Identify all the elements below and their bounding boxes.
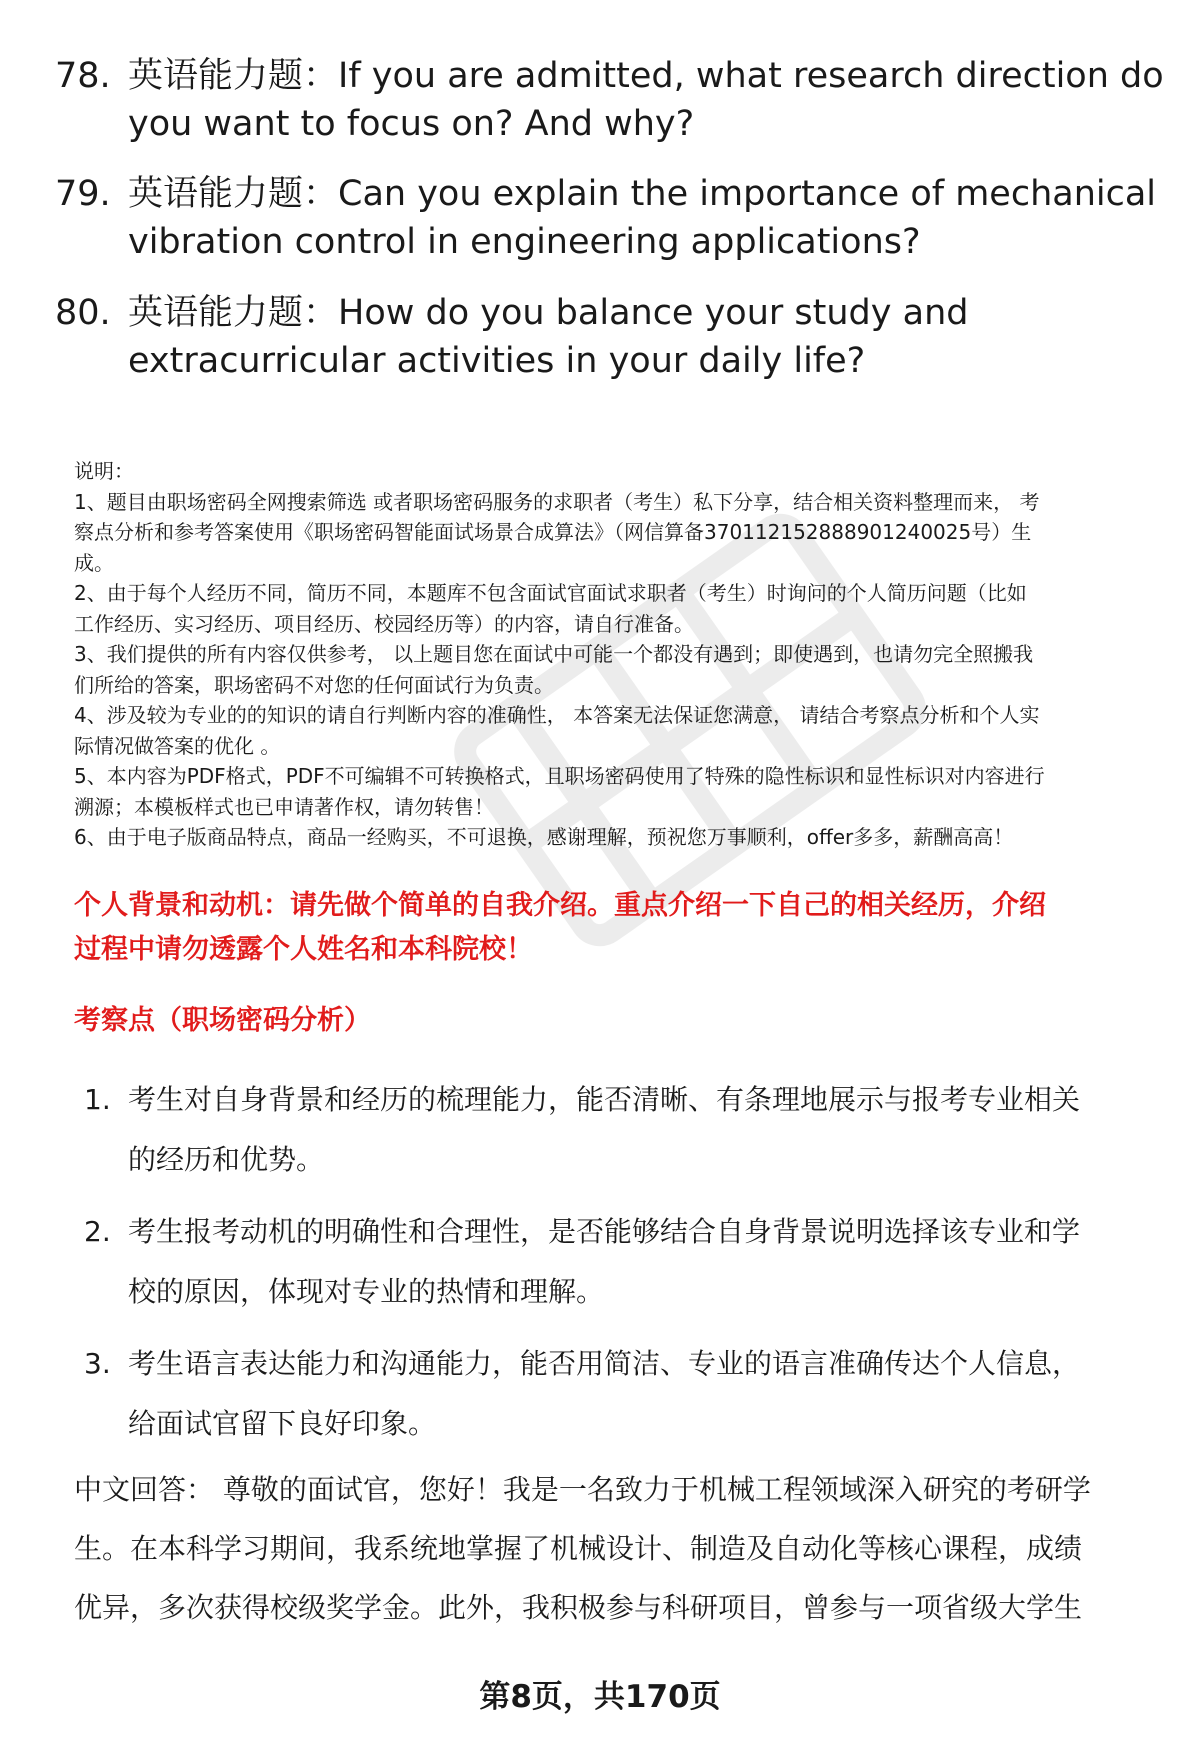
note-line: 察点分析和参考答案使用《职场密码智能面试场景合成算法》（网信算备370112152888901240025号）生 — [74, 520, 1032, 544]
point-line2: 给面试官留下良好印象。 — [128, 1407, 437, 1440]
question-number: 79. — [55, 174, 111, 214]
question-text-line2: you want to focus on? And why? — [128, 104, 695, 144]
note-line: 成。 — [74, 550, 114, 575]
note-line: 溯源；本模板样式也已申请著作权，请勿转售！ — [74, 794, 494, 819]
note-line: 工作经历、实习经历、项目经历、校园经历等）的内容，请自行准备。 — [74, 611, 694, 636]
question-text-line2: extracurricular activities in your daily life? — [128, 341, 866, 381]
personal-background-question — [74, 884, 1164, 972]
question-number: 78. — [55, 56, 111, 96]
note-line: 3、我们提供的所有内容仅供参考， 以上题目您在面试中可能一个都没有遇到；即使遇到，也请勿完全照搬我 — [74, 642, 1034, 666]
question-text-line1: 英语能力题：If you are admitted, what research direction do — [128, 56, 1164, 96]
note-line: 1、题目由职场密码全网搜索筛选 或者职场密码服务的求职者（考生）私下分享，结合相关资料整理而来， 考 — [74, 489, 1040, 514]
point-number: 3. — [84, 1347, 111, 1380]
red-question-line1: 个人背景和动机：请先做个简单的自我介绍。重点介绍一下自己的相关经历，介绍 — [74, 890, 1046, 921]
note-line: 2、由于每个人经历不同，简历不同，本题库不包含面试官面试求职者（考生）时询问的个人简历问题（比如 — [74, 581, 1027, 605]
point-number: 1. — [84, 1083, 111, 1116]
question-number: 80. — [55, 293, 111, 333]
analysis-heading: 考察点（职场密码分析） — [74, 1005, 371, 1036]
point-line2: 校的原因，体现对专业的热情和理解。 — [128, 1275, 605, 1308]
answer-line1: 中文回答： 尊敬的面试官，您好！我是一名致力于机械工程领域深入研究的考研学 — [74, 1473, 1091, 1506]
question-text-line2: vibration control in engineering applications? — [128, 222, 921, 262]
red-question-line2: 过程中请勿透露个人姓名和本科院校！ — [74, 934, 533, 965]
question-text-line1: 英语能力题：Can you explain the importance of mechanical — [128, 174, 1157, 214]
note-line: 们所给的答案，职场密码不对您的任何面试行为负责。 — [74, 672, 554, 697]
point-line1: 考生语言表达能力和沟通能力，能否用简洁、专业的语言准确传达个人信息， — [128, 1347, 1081, 1380]
note-line: 际情况做答案的优化 。 — [74, 733, 281, 758]
note-line: 5、本内容为PDF格式，PDF不可编辑不可转换格式，且职场密码使用了特殊的隐性标识和显性标识对内容进行 — [74, 764, 1045, 788]
point-line1: 考生对自身背景和经历的梳理能力，能否清晰、有条理地展示与报考专业相关 — [128, 1083, 1081, 1116]
point-line1: 考生报考动机的明确性和合理性，是否能够结合自身背景说明选择该专业和学 — [128, 1215, 1081, 1248]
answer-line3: 优异，多次获得校级奖学金。此外，我积极参与科研项目，曾参与一项省级大学生 — [74, 1591, 1083, 1624]
point-number: 2. — [84, 1215, 111, 1248]
chinese-answer — [74, 1460, 1164, 1637]
question-text-line1: 英语能力题：How do you balance your study and — [128, 293, 969, 333]
note-line: 4、涉及较为专业的的知识的请自行判断内容的准确性， 本答案无法保证您满意， 请结合考察点分析和个人实 — [74, 703, 1040, 727]
note-line: 说明： — [74, 459, 134, 483]
point-line2: 的经历和优势。 — [128, 1143, 325, 1176]
disclaimer-notes — [74, 456, 1164, 853]
note-line: 6、由于电子版商品特点，商品一经购买，不可退换，感谢理解，预祝您万事顺利，offer多多，薪酬高高！ — [74, 825, 1014, 849]
answer-line2: 生。在本科学习期间，我系统地掌握了机械设计、制造及自动化等核心课程，成绩 — [74, 1532, 1083, 1565]
page-number-footer: 第8页，共170页 — [479, 1679, 721, 1715]
